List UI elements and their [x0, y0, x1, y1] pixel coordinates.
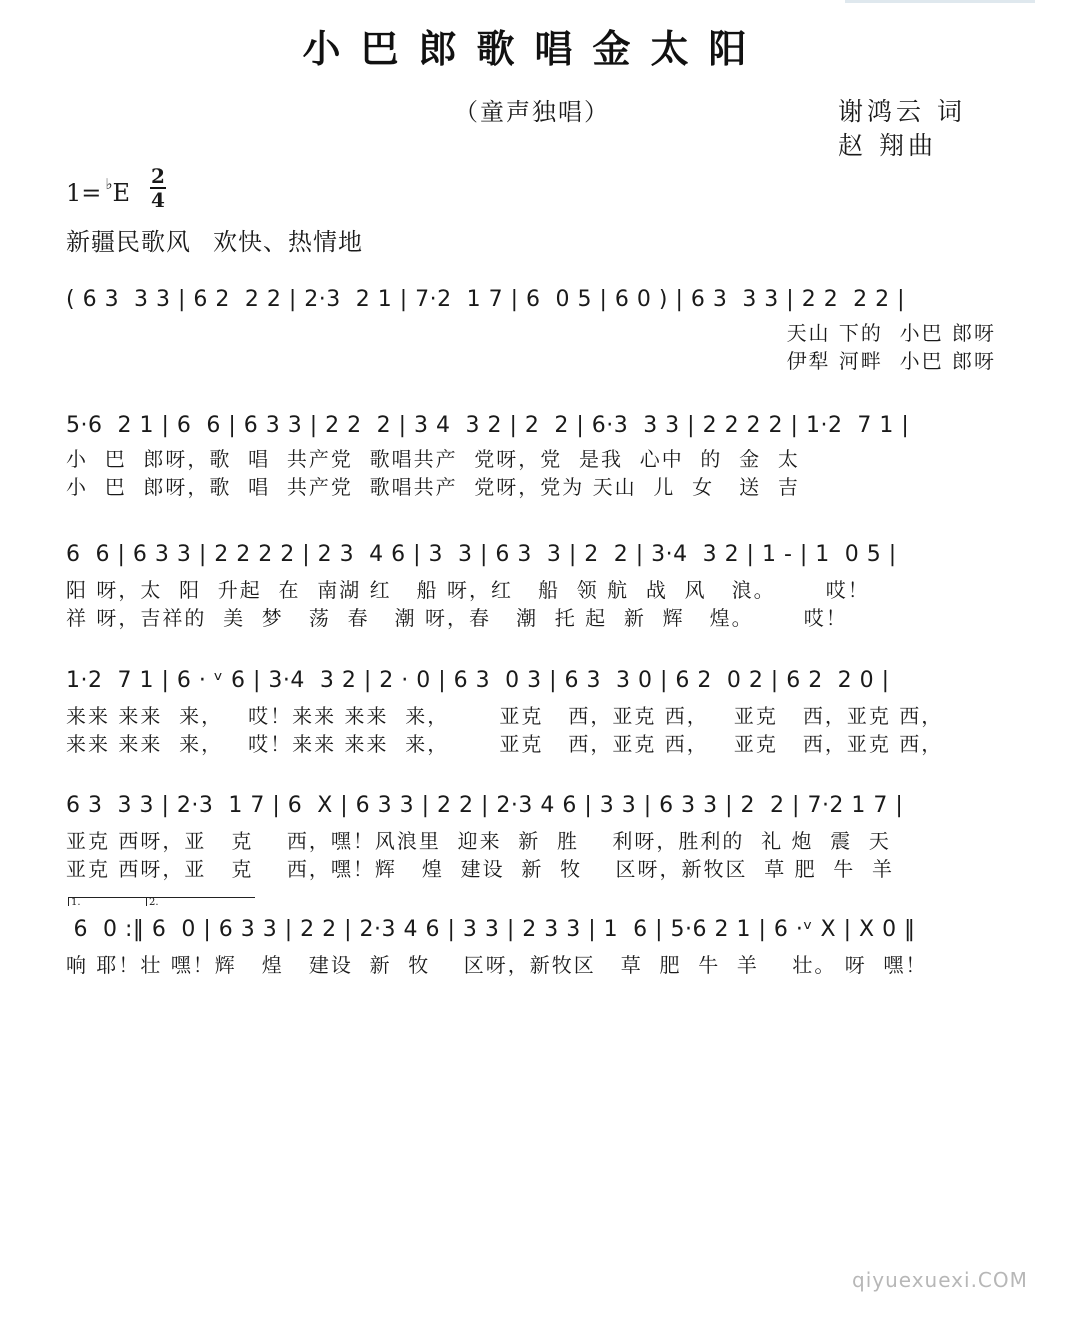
lyric-line-4-verse-2: 来来 来来 来， 哎！来来 来来 来， 亚克 西，亚克 西， 亚克 西，亚克 西， [66, 732, 944, 756]
lyric-line-5-verse-2: 亚克 西呀，亚 克 西，嘿！辉 煌 建设 新 牧 区呀，新牧区 草 肥 牛 羊 [66, 857, 895, 881]
key-signature [66, 175, 130, 207]
volta-second-ending: 2. [146, 897, 255, 906]
lyricist-credit: 谢鸿云 词 [838, 97, 966, 126]
notation-line-3: 6 6 | 6 3 3 | 2 2 2 2 | 2 3 4 6 | 3 3 | 6 3 3 | 2 2 | 3·4 3 2 | 1 - | 1 0 5 | [66, 542, 897, 567]
lyric-line-3-verse-2: 祥 呀，吉祥的 美 梦 荡 春 潮 呀，春 潮 托 起 新 辉 煌。 哎！ [66, 606, 848, 630]
key-letter: E [112, 179, 130, 207]
key-prefix: 1= [66, 179, 102, 207]
notation-line-5: 6 3 3 3 | 2·3 1 7 | 6 X | 6 3 3 | 2 2 | 2·3 4 6 | 3 3 | 6 3 3 | 2 2 | 7·2 1 7 | [66, 793, 904, 818]
time-numerator: 2 [151, 164, 165, 188]
lyric-line-6: 响 耶！壮 嘿！辉 煌 建设 新 牧 区呀，新牧区 草 肥 牛 羊 壮。 呀 嘿！ [66, 953, 928, 977]
flat-sign: ♭ [105, 175, 113, 193]
lyric-line-2-verse-2: 小 巴 郎呀，歌 唱 共产党 歌唱共产 党呀，党为 天山 儿 女 送 吉 [66, 475, 800, 499]
time-denominator: 4 [151, 188, 165, 212]
performance-note: （童声独唱） [454, 98, 610, 126]
lyric-line-1-verse-1: 天山 下的 小巴 郎呀 [786, 321, 996, 345]
song-title: 小巴郎歌唱金太阳 [302, 26, 767, 71]
lyric-line-5-verse-1: 亚克 西呀，亚 克 西，嘿！风浪里 迎来 新 胜 利呀，胜利的 礼 炮 震 天 [66, 829, 891, 853]
notation-line-6: 6 0 :‖ 6 0 | 6 3 3 | 2 2 | 2·3 4 6 | 3 3 | 2 3 3 | 1 6 | 5·6 2 1 | 6 ·ᵛ X | X 0 ‖ [66, 917, 916, 942]
lyric-line-2-verse-1: 小 巴 郎呀，歌 唱 共产党 歌唱共产 党呀，党 是我 心中 的 金 太 [66, 447, 800, 471]
tempo-marking: 欢快、热情地 [213, 228, 363, 256]
style-marking: 新疆民歌风 [66, 228, 191, 256]
composer-credit: 赵 翔曲 [838, 131, 937, 160]
notation-line-4: 1·2 7 1 | 6 · ᵛ 6 | 3·4 3 2 | 2 · 0 | 6 3 0 3 | 6 3 3 0 | 6 2 0 2 | 6 2 2 0 | [66, 668, 890, 693]
lyric-line-1-verse-2: 伊犁 河畔 小巴 郎呀 [786, 349, 996, 373]
lyric-line-4-verse-1: 来来 来来 来， 哎！来来 来来 来， 亚克 西，亚克 西， 亚克 西，亚克 西， [66, 704, 944, 728]
top-accent-bar [845, 0, 1035, 3]
volta-first-ending: 1. [68, 897, 147, 906]
lyric-line-3-verse-1: 阳 呀，太 阳 升起 在 南湖 红 船 呀，红 船 领 航 战 风 浪。 哎！ [66, 578, 870, 602]
notation-line-1: ( 6 3 3 3 | 6 2 2 2 | 2·3 2 1 | 7·2 1 7 | 6 0 5 | 6 0 ) | 6 3 3 3 | 2 2 2 2 | [66, 287, 906, 312]
style-tempo-line [66, 222, 363, 257]
time-signature [150, 166, 166, 210]
site-watermark: qiyuexuexi.COM [852, 1268, 1028, 1292]
notation-line-2: 5·6 2 1 | 6 6 | 6 3 3 | 2 2 2 | 3 4 3 2 | 2 2 | 6·3 3 3 | 2 2 2 2 | 1·2 7 1 | [66, 413, 910, 438]
